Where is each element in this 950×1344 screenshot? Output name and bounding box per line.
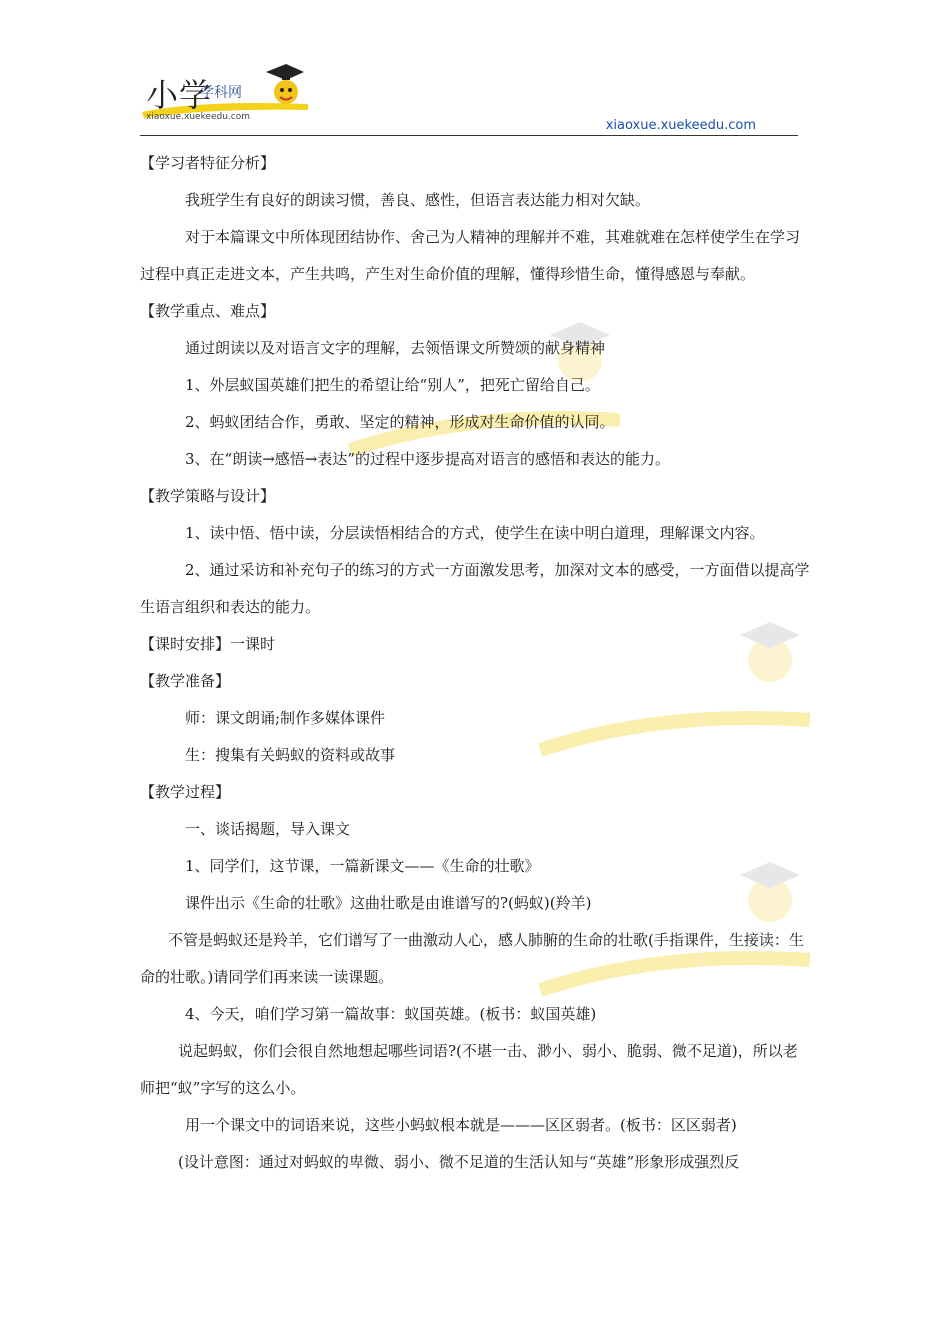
paragraph: 对于本篇课文中所体现团结协作、舍己为人精神的理解并不难，其难就难在怎样使学生在学习过程中真正走进文本，产生共鸣，产生对生命价值的理解，懂得珍惜生命，懂得感恩与奉献。 [140,228,801,283]
paragraph: 一、谈话揭题，导入课文 [185,820,351,838]
section-heading-process: 【教学过程】 [140,783,231,801]
list-item: 1、同学们，这节课，一篇新课文——《生命的壮歌》 [185,857,540,875]
paragraph: 用一个课文中的词语来说，这些小蚂蚁根本就是———区区弱者。(板书：区区弱者) [185,1116,737,1134]
document-body [140,145,810,1181]
section-heading-schedule: 【课时安排】一课时 [140,635,276,653]
paragraph: (设计意图：通过对蚂蚁的卑微、弱小、微不足道的生活认知与“英雄”形象形成强烈反 [178,1153,740,1171]
section-heading-learner: 【学习者特征分析】 [140,154,276,172]
header-divider [140,135,798,136]
list-item: 4、今天，咱们学习第一篇故事：蚁国英雄。(板书：蚁国英雄) [185,1005,597,1023]
site-url-link[interactable]: xiaoxue.xuekeedu.com [605,118,756,133]
list-item: 2、蚂蚁团结合作，勇敢、坚定的精神，形成对生命价值的认同。 [185,413,615,431]
graduation-mascot-icon [258,60,308,110]
paragraph: 生：搜集有关蚂蚁的资料或故事 [185,746,396,764]
logo-sub-text: 学科网 [200,85,242,101]
paragraph: 我班学生有良好的朗读习惯，善良、感性，但语言表达能力相对欠缺。 [185,191,651,209]
paragraph: 课件出示《生命的壮歌》这曲壮歌是由谁谱写的?(蚂蚁)(羚羊) [185,894,592,912]
site-logo [140,60,320,130]
list-item: 3、在“朗读→感悟→表达”的过程中逐步提高对语言的感悟和表达的能力。 [185,450,671,468]
logo-main-text: 小学 [146,76,213,114]
list-item: 1、读中悟、悟中读，分层读悟相结合的方式，使学生在读中明白道理，理解课文内容。 [185,524,765,542]
paragraph: 不管是蚂蚁还是羚羊，它们谱写了一曲激动人心，感人肺腑的生命的壮歌(手指课件，生接读：生命的壮歌。)请同学们再来读一读课题。 [140,931,804,986]
paragraph: 师：课文朗诵;制作多媒体课件 [185,709,386,727]
paragraph: 说起蚂蚁，你们会很自然地想起哪些词语?(不堪一击、渺小、弱小、脆弱、微不足道)，所以老师把“蚁”字写的这么小。 [140,1042,798,1097]
list-item: 1、外层蚁国英雄们把生的希望让给“别人”，把死亡留给自己。 [185,376,600,394]
section-heading-key-points: 【教学重点、难点】 [140,302,276,320]
list-item: 2、通过采访和补充句子的练习的方式一方面激发思考，加深对文本的感受，一方面借以提高学生语言组织和表达的能力。 [140,561,810,616]
paragraph: 通过朗读以及对语言文字的理解，去领悟课文所赞颂的献身精神 [185,339,606,357]
section-heading-strategy: 【教学策略与设计】 [140,487,276,505]
section-heading-preparation: 【教学准备】 [140,672,231,690]
logo-url-text: xiaoxue.xuekeedu.com [146,112,251,122]
page-header [140,60,800,140]
